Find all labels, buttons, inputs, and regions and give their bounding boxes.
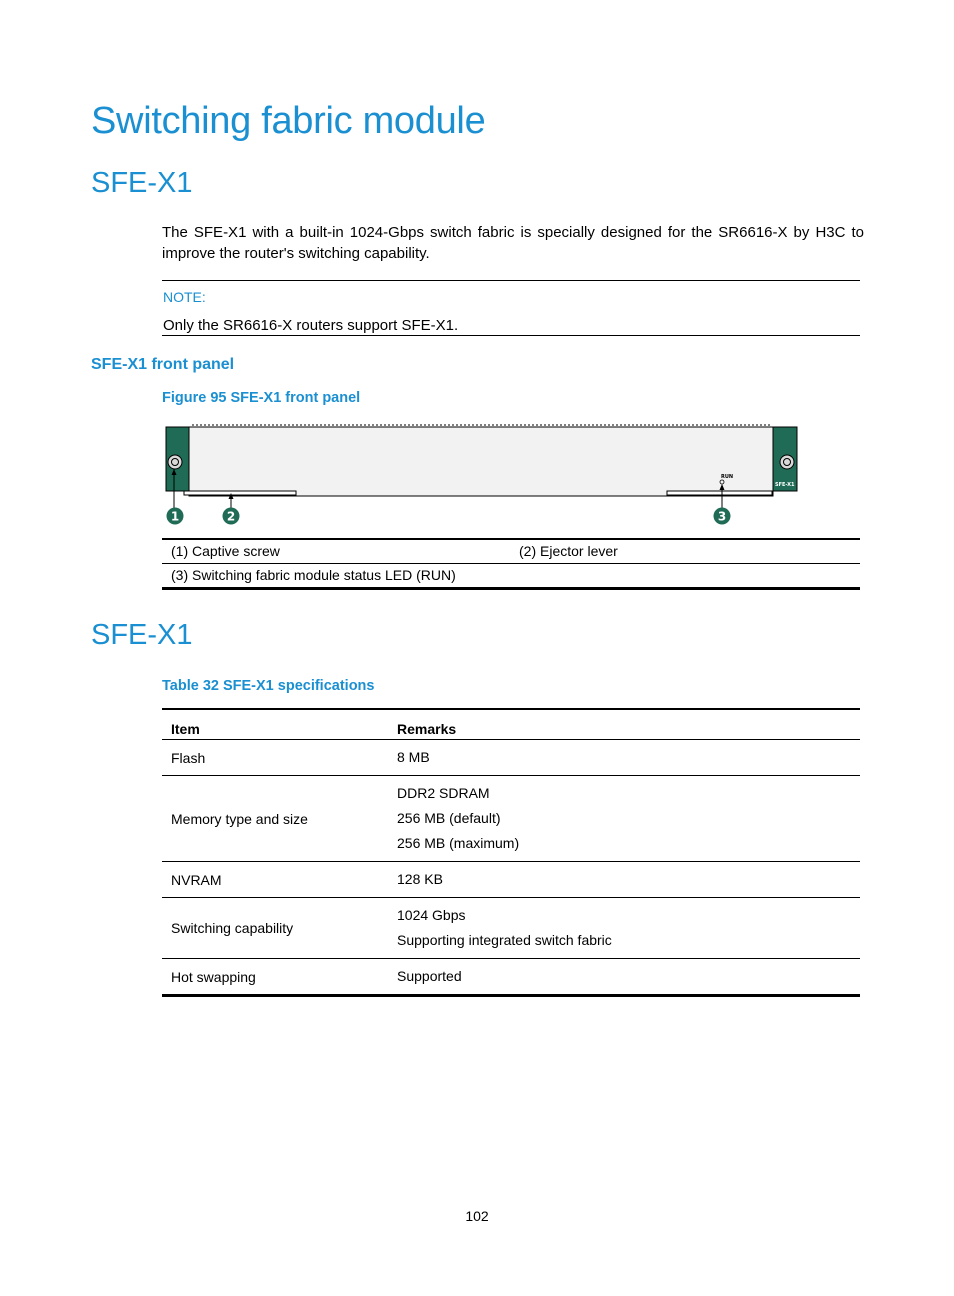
specifications-table	[162, 708, 860, 997]
callout-3	[714, 508, 731, 525]
svg-text:1: 1	[170, 509, 180, 524]
figure-caption: Figure 95 SFE-X1 front panel	[162, 390, 361, 406]
legend-item-3: (3) Switching fabric module status LED (RUN)	[171, 567, 456, 583]
page-title: Switching fabric module	[91, 100, 486, 142]
cell-remarks: 128 KB	[397, 871, 443, 887]
legend-item-2: (2) Ejector lever	[519, 543, 618, 559]
cell-item: Flash	[171, 749, 206, 766]
note-text: Only the SR6616-X routers support SFE-X1.	[163, 317, 459, 334]
callout-2	[223, 508, 240, 525]
table-row	[162, 959, 860, 996]
ejector-lever-left	[184, 491, 296, 495]
callout-1	[167, 508, 184, 525]
cell-remarks: 1024 Gbps Supporting integrated switch fabric	[397, 907, 612, 948]
legend-row	[162, 540, 860, 564]
cell-remarks: Supported	[397, 968, 462, 984]
page-number: 102	[465, 1208, 489, 1224]
column-header-remarks: Remarks	[397, 721, 457, 737]
model-label: SFE-X1	[775, 482, 795, 488]
section-heading-sfe-x1: SFE-X1	[91, 167, 193, 199]
panel-body	[189, 427, 773, 496]
intro-paragraph: The SFE-X1 with a built-in 1024-Gbps switch fabric is specially designed for the SR6616-X by H3C to improve the router's switching capability.	[162, 224, 864, 262]
note-box	[162, 280, 860, 336]
svg-text:3: 3	[717, 509, 727, 524]
column-header-item: Item	[171, 721, 200, 737]
legend-row	[162, 564, 860, 590]
note-label: NOTE:	[163, 289, 206, 305]
captive-screw-left-icon	[168, 455, 182, 469]
captive-screw-right-icon	[780, 455, 794, 469]
front-panel-figure	[162, 420, 862, 530]
table-caption: Table 32 SFE-X1 specifications	[162, 678, 375, 694]
section-heading-sfe-x1-specs: SFE-X1	[91, 619, 193, 651]
table-row	[162, 776, 860, 862]
ejector-lever-right	[667, 491, 772, 495]
run-label: RUN	[721, 474, 734, 480]
table-row	[162, 740, 860, 776]
table-row	[162, 898, 860, 959]
cell-remarks: DDR2 SDRAM 256 MB (default) 256 MB (maximum)	[397, 785, 520, 851]
cell-remarks: 8 MB	[397, 749, 430, 765]
cell-item: Hot swapping	[171, 968, 256, 985]
cell-item: NVRAM	[171, 871, 222, 888]
subsection-heading: SFE-X1 front panel	[91, 356, 235, 373]
figure-legend	[162, 538, 860, 590]
table-row	[162, 862, 860, 898]
cell-item: Memory type and size	[171, 810, 308, 827]
legend-item-1: (1) Captive screw	[171, 543, 280, 559]
cell-item: Switching capability	[171, 920, 294, 936]
svg-text:2: 2	[226, 509, 236, 524]
